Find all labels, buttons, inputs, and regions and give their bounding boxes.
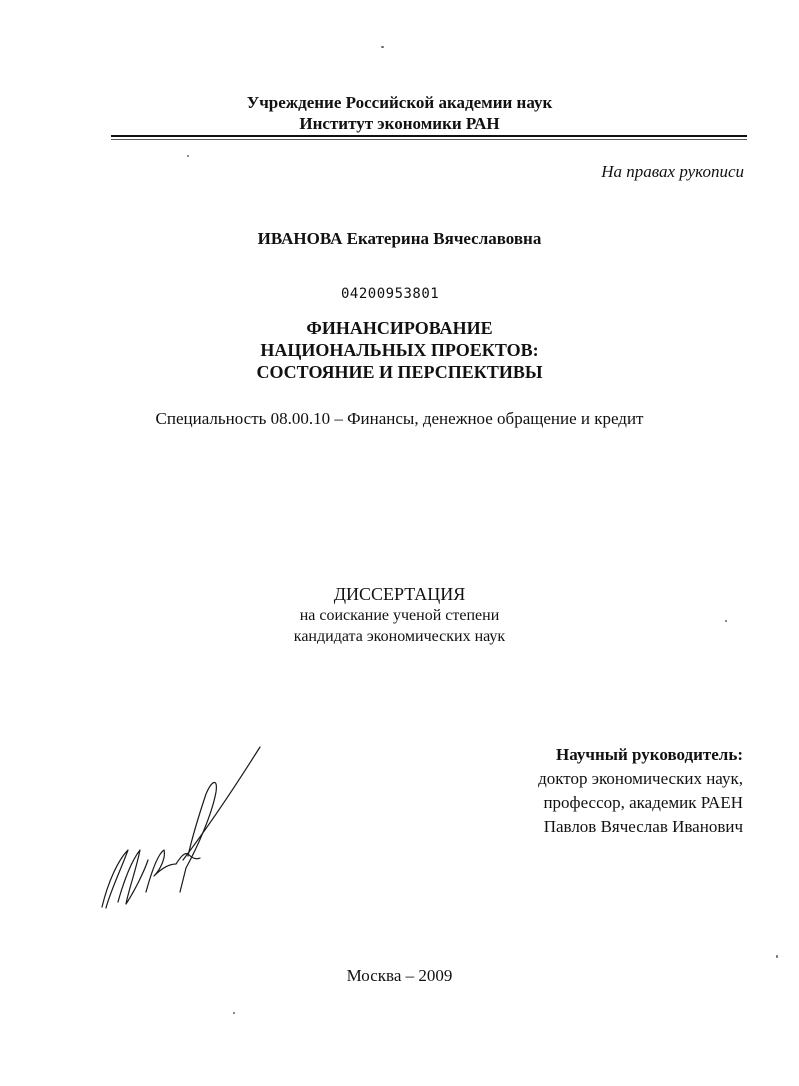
header-divider-thin (111, 139, 747, 140)
scan-speck (725, 620, 727, 622)
supervisor-name: Павлов Вячеслав Иванович (543, 817, 743, 836)
document-type-line-3: кандидата экономических наук (293, 628, 506, 645)
archive-number: 04200953801 (341, 286, 440, 302)
document-type (0, 583, 799, 647)
supervisor-title: профессор, академик РАЕН (543, 793, 743, 812)
manuscript-note: На правах рукописи (601, 162, 744, 181)
author-name: ИВАНОВА Екатерина Вячеславовна (257, 229, 542, 248)
supervisor-block (538, 743, 743, 839)
institution-line-2: Институт экономики РАН (299, 114, 500, 133)
scan-speck (233, 1012, 235, 1014)
title-line-3: СОСТОЯНИЕ И ПЕРСПЕКТИВЫ (256, 362, 543, 382)
title-line-1: ФИНАНСИРОВАНИЕ (306, 318, 493, 338)
document-type-heading: ДИССЕРТАЦИЯ (333, 584, 466, 604)
specialty: Специальность 08.00.10 – Финансы, денежное обращение и кредит (155, 409, 644, 428)
handwritten-signature-icon (88, 742, 278, 912)
institution-header (0, 92, 799, 134)
supervisor-degree: доктор экономических наук, (538, 769, 743, 788)
dissertation-title (0, 317, 799, 383)
supervisor-heading: Научный руководитель: (556, 745, 743, 764)
document-type-line-2: на соискание ученой степени (299, 607, 500, 624)
scan-speck (776, 955, 778, 958)
institution-line-1: Учреждение Российской академии наук (246, 93, 553, 112)
title-line-2: НАЦИОНАЛЬНЫХ ПРОЕКТОВ: (260, 340, 539, 360)
header-divider (111, 135, 747, 137)
city-year: Москва – 2009 (346, 966, 453, 985)
scan-speck (381, 46, 384, 48)
scan-speck (187, 155, 189, 157)
